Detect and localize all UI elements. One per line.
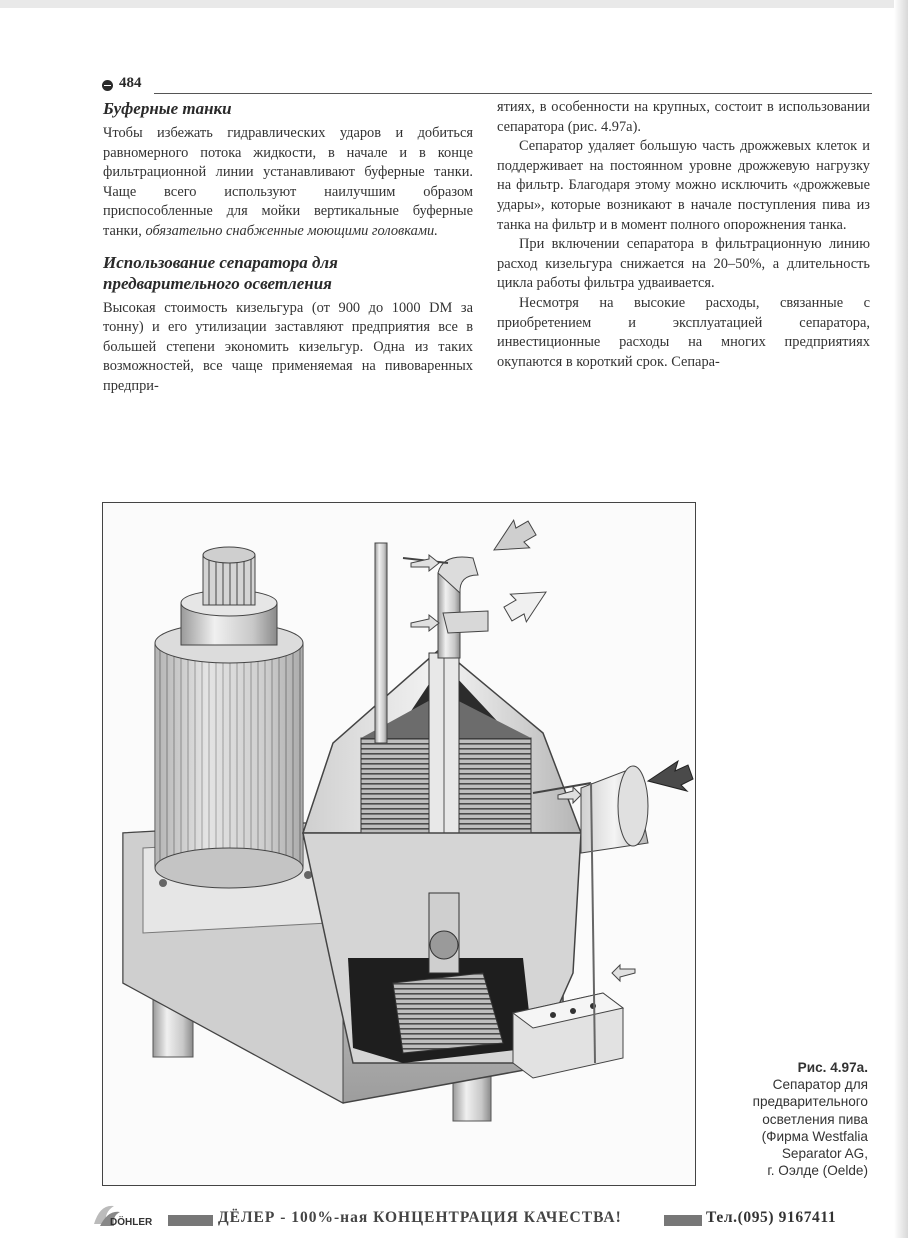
caption-line: Separator AG,	[781, 1146, 868, 1162]
footer-bar	[664, 1215, 702, 1226]
caption-line: предварительного	[752, 1094, 868, 1110]
page-footer	[90, 1198, 880, 1234]
heading-separator-usage: Использование сепаратора для предварительного осветления	[103, 252, 338, 293]
small-arrow-icon	[411, 555, 439, 571]
page-header	[102, 74, 872, 96]
paragraph-investment: Несмотря на высокие расходы, связанные с приобретением и эксплуатацией сепаратора, инвестиционные расходы на многих предприятиях окупаются в короткий срок. Сепара-	[497, 294, 870, 370]
inflow-arrow-icon	[486, 514, 540, 564]
logo-text: DÖHLER	[110, 1217, 153, 1228]
header-rule	[154, 93, 872, 94]
dohler-logo	[90, 1202, 170, 1230]
paragraph-buffer-tanks-italic: обязательно снабженные моющими головками.	[145, 222, 438, 239]
paragraph-buffer-tanks-text: Чтобы избежать гидравлических ударов и добиться равномерного потока жидкости, в начале и в конце фильтрационной линии устанавливают буферные танки. Чаще всего используют наилучшим образом приспособленные для мойки вертикальные буферные танки,	[103, 125, 473, 239]
paragraph-kieselguhr-savings: При включении сепаратора в фильтрационную линию расход кизельгура снижается на 20–50%, а длительность цикла работы фильтра удваивается.	[497, 236, 870, 292]
heading-buffer-tanks: Буферные танки	[103, 99, 232, 118]
caption-line: осветления пива	[762, 1111, 868, 1127]
figure-caption	[716, 1059, 868, 1179]
left-column	[103, 98, 473, 397]
small-arrow-icon	[411, 615, 439, 631]
footer-slogan: ДЁЛЕР - 100%-ная КОНЦЕНТРАЦИЯ КАЧЕСТВА!	[218, 1209, 622, 1226]
separator-illustration	[103, 503, 697, 1187]
page-number: 484	[119, 75, 142, 91]
caption-title: Рис. 4.97а.	[797, 1060, 868, 1075]
paragraph-kieselguhr-cost: Высокая стоимость кизельгура (от 900 до 1000 DM за тонну) и его утилизации заставляют предприятия все в большей степени экономить кизельгур. Одна из таких возможностей, все чаще применяемая на пивоваренных предпри-	[103, 299, 473, 394]
right-column	[497, 98, 870, 372]
figure-separator	[102, 502, 696, 1186]
outflow-arrow-icon	[500, 578, 554, 628]
footer-phone: Тел.(095) 9167411	[706, 1209, 837, 1226]
caption-line: (Фирма Westfalia	[761, 1128, 868, 1144]
discharge-arrow-icon	[648, 761, 693, 791]
small-arrow-icon	[612, 965, 635, 981]
scan-edge-top	[0, 0, 908, 8]
caption-line: г. Оэлде (Oelde)	[767, 1163, 868, 1179]
electric-motor	[155, 547, 303, 888]
section-marker-icon	[102, 80, 113, 91]
paragraph-buffer-tanks	[103, 124, 473, 242]
caption-line: Сепаратор для	[772, 1077, 868, 1093]
footer-bar	[168, 1215, 213, 1226]
paragraph-continuation: ятиях, в особенности на крупных, состоит в использовании сепаратора (рис. 4.97а).	[497, 99, 870, 135]
paragraph-yeast-removal: Сепаратор удаляет большую часть дрожжевых клеток и поддерживает на постоянном уровне дрожжевую нагрузку на фильтр. Благодаря этому можно исключить «дрожжевые удары», которые возникают в начале поступления пива из танка на фильтр и в момент полного опорожнения танка.	[497, 138, 870, 233]
scan-edge-right	[894, 0, 908, 1238]
